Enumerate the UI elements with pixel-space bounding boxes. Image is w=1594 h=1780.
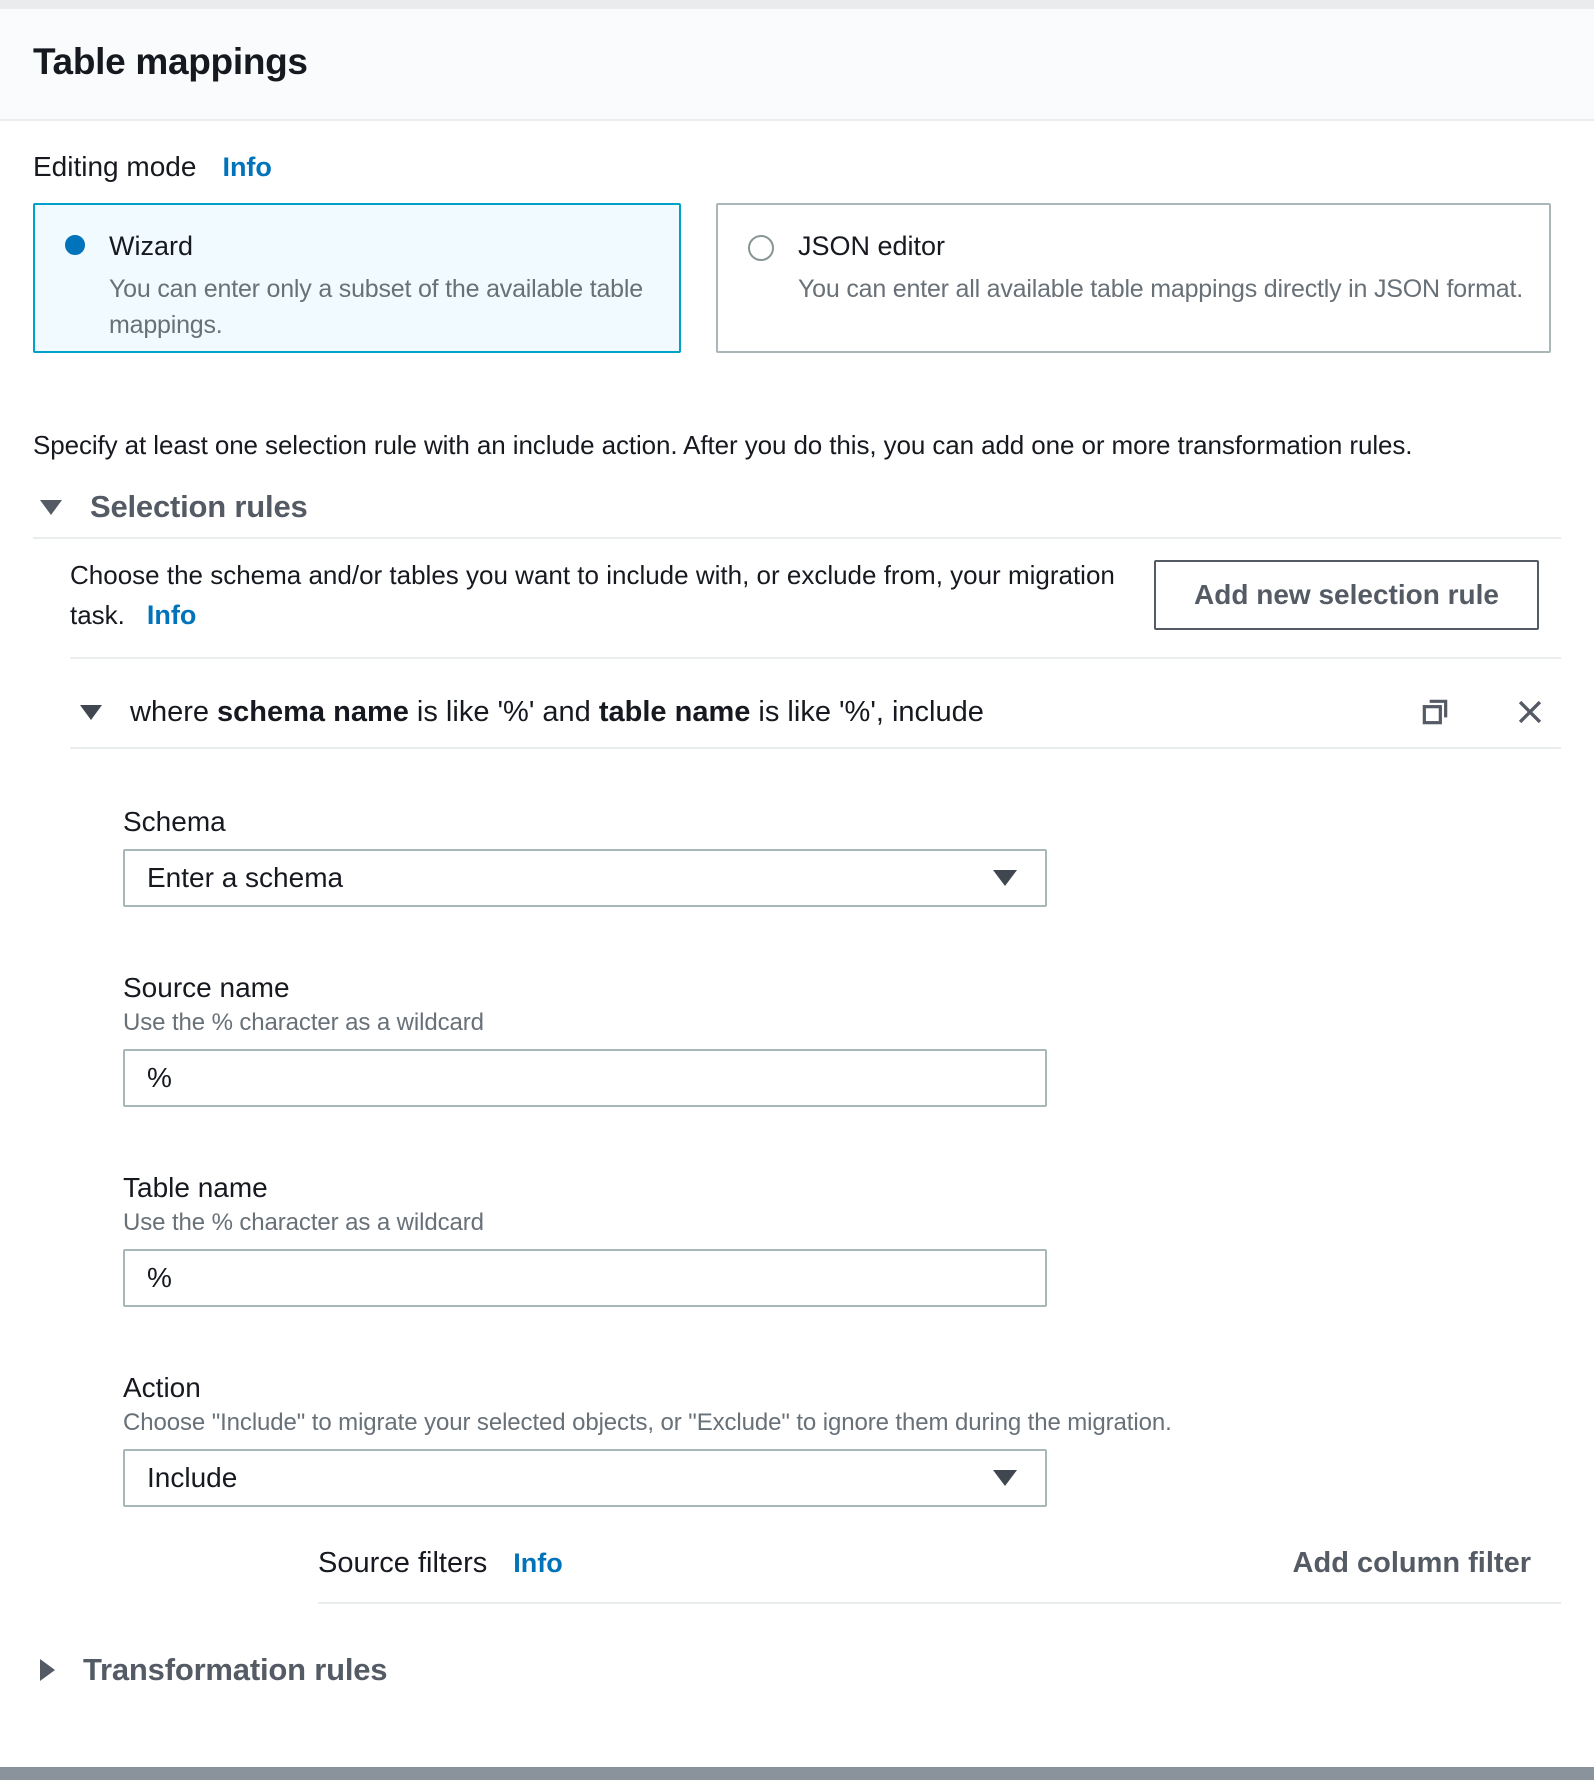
selection-rules-toolbar: [70, 555, 1561, 659]
source-name-input[interactable]: [123, 1049, 1047, 1107]
action-select-value: Include: [147, 1462, 238, 1493]
table-name-field-group: [123, 1171, 1047, 1307]
rule-actions: [1419, 695, 1547, 729]
json-editor-option-description: You can enter all available table mappings directly in JSON format.: [798, 275, 1523, 303]
chevron-right-icon: [40, 1659, 55, 1681]
source-name-label: Source name: [123, 972, 290, 1003]
table-name-hint: Use the % character as a wildcard: [123, 1209, 484, 1236]
action-hint: Choose "Include" to migrate your selected objects, or "Exclude" to ignore them during the migration.: [123, 1409, 1172, 1436]
selection-rules-section-header[interactable]: [33, 489, 1561, 539]
editing-mode-info-link[interactable]: Info: [222, 152, 272, 182]
editing-mode-row: [33, 151, 1561, 183]
wizard-option-card[interactable]: [33, 203, 681, 353]
wizard-radio-button[interactable]: [65, 235, 85, 255]
close-icon: [1513, 695, 1547, 729]
selection-rules-description-text: Choose the schema and/or tables you want to include with, or exclude from, your migration task.: [70, 560, 1115, 630]
source-name-hint: Use the % character as a wildcard: [123, 1009, 484, 1036]
selection-rules-info-link[interactable]: Info: [146, 600, 197, 630]
selection-rules-description: [70, 555, 1115, 635]
transformation-rules-section-header[interactable]: [40, 1652, 1561, 1688]
selection-rules-intro-text: Specify at least one selection rule with an include action. After you do this, you can add one or more transformation rules.: [33, 430, 1413, 460]
selection-rule-summary-row[interactable]: [70, 695, 1561, 749]
table-mappings-header: [0, 9, 1594, 121]
action-label: Action: [123, 1372, 201, 1403]
schema-label: Schema: [123, 806, 226, 837]
wizard-option-title: Wizard: [109, 231, 194, 261]
schema-select-value: Enter a schema: [147, 862, 344, 893]
selection-rule-form: [33, 749, 1561, 1604]
bottom-panel-edge: [0, 1767, 1594, 1780]
rule-summary-schema-field: schema name: [217, 695, 409, 728]
source-name-field-group: [123, 971, 1047, 1107]
schema-field-group: [123, 805, 1047, 907]
action-field-group: [123, 1371, 1323, 1507]
wizard-option-description: You can enter only a subset of the available table mappings.: [109, 275, 643, 339]
page-title: Table mappings: [33, 41, 308, 82]
page-top-strip: [0, 0, 1594, 9]
json-editor-option-title: JSON editor: [798, 231, 946, 261]
transformation-rules-section-label: Transformation rules: [83, 1652, 388, 1687]
source-filters-info-link[interactable]: Info: [513, 1548, 563, 1578]
select-caret-down-icon: [993, 1470, 1017, 1486]
rule-summary-table-field: table name: [598, 695, 751, 728]
duplicate-rule-button[interactable]: [1419, 696, 1451, 728]
editing-mode-options: [33, 203, 1561, 353]
editing-mode-label: Editing mode: [33, 151, 197, 182]
copy-icon: [1419, 696, 1451, 728]
rule-expand-chevron-down-icon[interactable]: [80, 705, 102, 720]
table-mappings-content: [0, 151, 1594, 1688]
action-select[interactable]: [123, 1449, 1047, 1507]
table-name-input[interactable]: [123, 1249, 1047, 1307]
schema-select[interactable]: [123, 849, 1047, 907]
add-column-filter-button[interactable]: Add column filter: [1292, 1547, 1531, 1579]
json-editor-option-card[interactable]: [716, 203, 1551, 353]
add-new-selection-rule-button[interactable]: Add new selection rule: [1154, 560, 1539, 630]
selection-rules-section-label: Selection rules: [90, 489, 308, 524]
remove-rule-button[interactable]: [1513, 695, 1547, 729]
json-editor-radio-button[interactable]: [748, 235, 774, 261]
table-name-label: Table name: [123, 1172, 268, 1203]
rule-summary-middle: is like '%' and: [408, 695, 599, 728]
rule-summary-suffix: is like '%', include: [750, 695, 984, 728]
source-filters-label: Source filters: [318, 1547, 488, 1579]
source-filters-row: [318, 1547, 1561, 1604]
select-caret-down-icon: [993, 870, 1017, 886]
chevron-down-icon: [40, 500, 62, 515]
selection-rule-summary: [130, 696, 984, 729]
rule-summary-prefix: where: [130, 695, 218, 728]
